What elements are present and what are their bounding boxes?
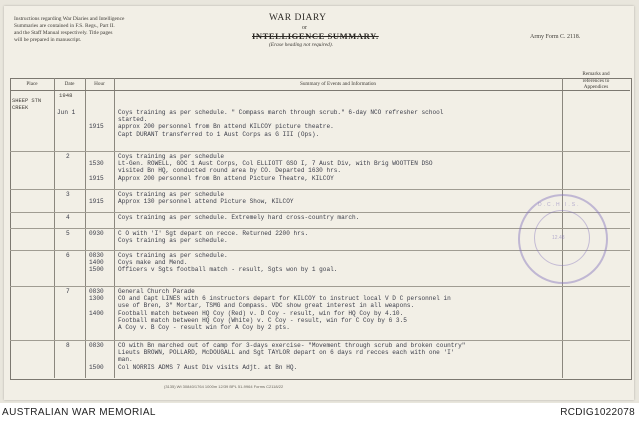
entry-hour: 1500 [89, 266, 104, 274]
row-separator [10, 151, 630, 152]
entry-text-line: visited Bn HQ, conducted round area by CO. Departed 1630 hrs. [118, 167, 342, 175]
row-separator [10, 286, 630, 287]
column-header-remarks: Remarks and references to Appendices [582, 71, 610, 90]
entry-date: Jun 1 [57, 109, 76, 116]
war-diary-page [4, 6, 634, 400]
heading-note: (Erase heading not required). [269, 42, 333, 48]
entry-text-line: Coys make and Mend. [118, 259, 188, 267]
entry-text-line: General Church Parade [118, 288, 195, 295]
entry-text-line: Coys training as per schedule [118, 191, 225, 198]
entry-date: 2 [66, 153, 70, 160]
column-header-place: Place [26, 81, 38, 87]
entry-text-line: Football match between HQ Coy (Red) v. D Coy - result, win for HQ Coy by 4.10. [118, 309, 404, 317]
column-header-hour: Hour [94, 81, 105, 87]
entry-text-line: A Coy v. B Coy - result win for A Coy by 2 pts. [118, 324, 290, 331]
entry-date: 5 [66, 230, 70, 237]
place-name: SHEEP STN CREEK [12, 98, 42, 111]
stamp-top-text: D.C.H.I.S. [538, 202, 581, 208]
entry-text-line: Approx 130 personnel attend Picture Show, KILCOY [118, 198, 294, 206]
entry-hour: 0830 [89, 288, 104, 295]
entry-text-line: started. [118, 116, 148, 124]
entry-text-line: Lt-Gen. ROWELL, GOC 1 Aust Corps, Col ELLIOTT GSO I, 7 Aust Div, with Brig WOOTTEN DSO [118, 160, 433, 168]
entry-date: 8 [66, 342, 70, 349]
form-number: Army Form C. 2118. [530, 34, 581, 40]
entry-text-line: Football match between HQ Coy (White) v. C Coy - result, win for C Coy by 6 3.5 [118, 316, 407, 324]
entry-hour: 1300 [89, 295, 104, 303]
header-rule [10, 90, 630, 91]
entry-date: 6 [66, 252, 70, 259]
entry-text-line: man. [118, 356, 133, 364]
entry-hour: 1500 [89, 363, 104, 371]
entry-text-line: Coys training as per schedule. Extremely hard cross-country march. [118, 214, 360, 221]
entry-text-line: Officers v Sgts football match - result, Sgts won by 1 goal. [118, 266, 338, 274]
entry-hour: 1400 [89, 259, 104, 267]
entry-hour: 1530 [89, 160, 104, 168]
entry-text-line: CO with Bn marched out of camp for 3-days exercise- "Movement through scrub and broken country" [118, 342, 466, 349]
entry-text-line: CO and Capt LINES with 6 instructors depart for KILCOY to instruct local V D C personnel in [118, 295, 451, 303]
row-separator [10, 340, 630, 341]
year-label: 1948 [59, 92, 73, 99]
archive-credit: AUSTRALIAN WAR MEMORIAL [2, 407, 156, 418]
entry-date: 3 [66, 191, 70, 198]
entry-hour: 1915 [89, 123, 104, 131]
entry-text-line: Coys training as per schedule. " Compass march through scrub." 6-day NCO refresher school [118, 109, 444, 116]
entry-text-line: Coys training as per schedule. [118, 237, 228, 245]
entry-text-line: Capt DURANT transferred to 1 Aust Corps as G III (Ops). [118, 130, 320, 138]
print-code: (3135) Wt 30840/1764 1000m 12/39 BPL 51-9964 Forms C2118/22 [164, 384, 284, 389]
entry-hour: 0830 [89, 342, 104, 349]
column-header-date: Date [64, 81, 75, 87]
page-title: WAR DIARY [269, 13, 327, 23]
entry-hour: 1915 [89, 198, 104, 206]
entry-text-line: Lieuts BROWN, POLLARD, McDOUGALL and Sgt TAYLOR depart on 6 days rd recces each with one 'I' [118, 349, 455, 357]
received-stamp [518, 194, 608, 284]
entry-date: 7 [66, 288, 70, 295]
page-subtitle: INTELLIGENCE SUMMARY. [252, 31, 379, 41]
entry-date: 4 [66, 214, 70, 221]
instructions-text: Instructions regarding War Diaries and Intelligence Summaries are contained in F.S. Regs., Part II. and the Staff Manual respectively. Title pages will be prepared in manuscript. [14, 16, 125, 43]
column-header-summary: Summary of Events and Information [299, 81, 377, 87]
entry-hour: 0830 [89, 252, 104, 259]
entry-text-line: C O with 'I' Sgt depart on recce. Returned 2200 hrs. [118, 230, 309, 237]
entry-text-line: approx 200 personnel from Bn attend KILCOY picture theatre. [118, 123, 334, 131]
entry-text-line: use of Bren, 3" Mortar, TSMG and Compass. VDC show great interest in all weapons. [118, 302, 415, 310]
title-conjunction: or [302, 25, 307, 31]
entry-text-line: Col NORRIS ADMS 7 Aust Div visits Adjt. at Bn HQ. [118, 363, 298, 371]
entry-text-line: Approx 200 personnel from Bn attend Picture Theatre, KILCOY [118, 174, 334, 182]
entry-hour: 1400 [89, 309, 104, 317]
stamp-date-text: 12.48 [552, 235, 565, 241]
record-id: RCDIG1022078 [560, 407, 635, 418]
entry-hour: 1915 [89, 174, 104, 182]
entry-hour: 0930 [89, 230, 104, 237]
entry-text-line: Coys training as per schedule [118, 153, 225, 160]
row-separator [10, 189, 630, 190]
entry-text-line: Coys training as per schedule. [118, 252, 228, 259]
